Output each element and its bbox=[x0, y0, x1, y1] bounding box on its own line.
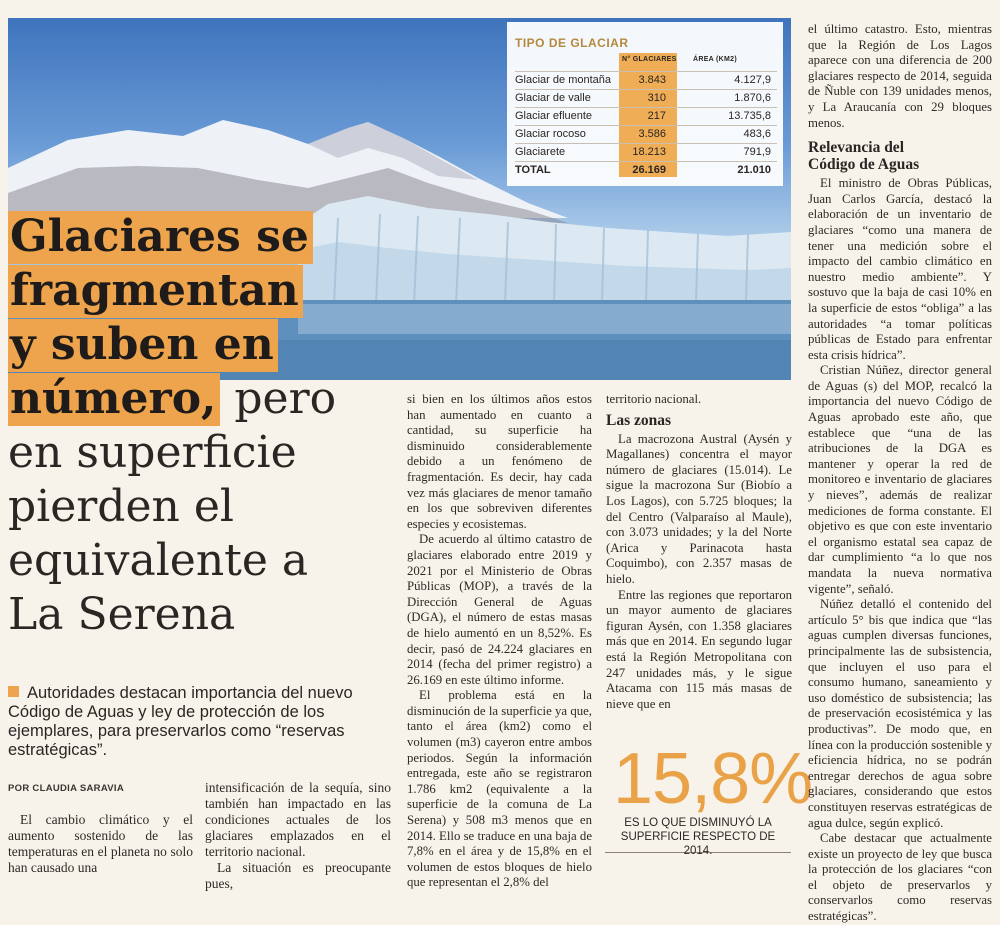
paragraph: La macrozona Austral (Aysén y Magallanes) concentra el mayor número de glaciares (15.014). Le sigue la macrozona Sur (Biobío a Los Lagos), con 5.725 bloques; la del Centro (Valparaíso al Maule), con 3.073 unidades; y la del Norte (Arica y Parinacota hasta Coquimbo), con 2.357 masas de hielo. bbox=[606, 431, 792, 586]
paragraph: si bien en los últimos años estos han aumentado en cuanto a cantidad, su superficie ha disminuido considerablemente debido a un fenómeno de fragmentación. Es decir, hay cada vez más glaciares de menor tamaño en los que sobreviven diferentes especies y ecosistemas. bbox=[407, 392, 592, 531]
article-column-4 bbox=[606, 392, 792, 712]
section-heading: Relevancia del bbox=[808, 139, 904, 157]
table-row bbox=[515, 89, 777, 108]
row-count: 310 bbox=[647, 92, 666, 104]
glacier-type-table bbox=[507, 22, 783, 186]
table-header-count: N° GLACIARES bbox=[622, 56, 677, 63]
section-heading: Las zonas bbox=[606, 411, 672, 429]
headline-line: pero bbox=[234, 373, 337, 424]
row-count: 3.586 bbox=[638, 128, 666, 140]
paragraph: intensificación de la sequía, sino también han impactado en las condiciones actuales de los glaciares emplazados en el territorio nacional. bbox=[205, 780, 391, 859]
paragraph: El ministro de Obras Públicas, Juan Carlos García, destacó la elaboración de un inventario de glaciares “como una manera de tener una medición sobre el impacto del cambio climático en nuestro medio ambiente”. Y sostuvo que la baja de casi 10% en la superficie de estos “obliga” a las autoridades “a tomar políticas públicas de Estado para enfrentar esta crisis hídrica”. bbox=[808, 176, 992, 362]
article-column-5 bbox=[808, 22, 992, 925]
row-name: Glaciar rocoso bbox=[515, 128, 586, 140]
callout-value: 15,8% bbox=[613, 739, 813, 819]
table-row bbox=[515, 125, 777, 144]
headline-line: equivalente a bbox=[8, 535, 309, 586]
row-count: 18.213 bbox=[632, 146, 666, 158]
row-name: Glaciarete bbox=[515, 146, 566, 158]
article-column-2 bbox=[205, 780, 391, 892]
bullet-square-icon bbox=[8, 686, 19, 697]
table-row bbox=[515, 71, 777, 90]
paragraph: Entre las regiones que reportaron un mayor aumento de glaciares figuran Aysén, con 1.358 glaciares más que en 2014. En segundo lugar está la Región Metropolitana con 247 unidades más, y le sigue Atacama con 115 más masas de nieve que en bbox=[606, 587, 792, 711]
statistic-callout bbox=[605, 739, 813, 857]
row-count: 3.843 bbox=[638, 74, 666, 86]
paragraph: Núñez detalló el contenido del artículo 5° bis que indica que “las aguas cumplen diversas funciones, principalmente las de subsistencia, que incluyen el uso para el consumo humano, saneamiento y uso doméstico de subsistencia; las de preservación ecosistémica y las productivas”. De modo que, en línea con la producción sostenible y eficiencia hídrica, no se podrán entregar derechos de agua sobre glaciares, considerando que estos constituyen reservas estratégicas de agua dulce, según explicó. bbox=[808, 597, 992, 830]
table-header-area: ÁREA (KM2) bbox=[693, 56, 737, 63]
byline: POR CLAUDIA SARAVIA bbox=[8, 783, 125, 794]
headline-line: en superficie bbox=[8, 427, 297, 478]
paragraph: El cambio climático y el aumento sostenido de las temperaturas en el planeta no solo han causado una bbox=[8, 812, 193, 875]
callout-caption: ES LO QUE DISMINUYÓ LA SUPERFICIE RESPECTO DE 2014. bbox=[620, 817, 776, 857]
paragraph: De acuerdo al último catastro de glaciares elaborado entre 2019 y 2021 por el Ministerio de Obras Públicas (MOP), a través de la Dirección General de Aguas (DGA), el número de estas masas de hielo aumentó en un 8,52%. Es decir, pasó de 24.224 glaciares en 2014 (fecha del primer registro) a 26.169 en este último informe. bbox=[407, 532, 592, 687]
row-area: 1.870,6 bbox=[734, 92, 771, 104]
row-name: Glaciar efluente bbox=[515, 110, 593, 122]
row-area: 483,6 bbox=[743, 128, 771, 140]
row-area: 791,9 bbox=[743, 146, 771, 158]
paragraph: La situación es preocupante pues, bbox=[205, 860, 391, 891]
article-column-3 bbox=[407, 392, 592, 891]
headline-line: Glaciares se bbox=[8, 211, 313, 264]
lede bbox=[8, 684, 370, 760]
paragraph: Cabe destacar que actualmente existe un proyecto de ley que busca la protección de los glaciares “con el objeto de preservarlos y conservarlos como reservas estratégicas”. bbox=[808, 831, 992, 924]
paragraph: el último catastro. Esto, mientras que la Región de Los Lagos aparece con una diferencia de 200 glaciares respecto de 2014, seguida de Ñuble con 139 unidades menos, y La Araucanía con 29 bloques menos. bbox=[808, 22, 992, 130]
article-column-1 bbox=[8, 812, 193, 876]
row-name: TOTAL bbox=[515, 164, 551, 176]
headline bbox=[8, 210, 338, 642]
table-row bbox=[515, 143, 777, 162]
row-area: 4.127,9 bbox=[734, 74, 771, 86]
headline-line: La Serena bbox=[8, 589, 236, 640]
row-count: 26.169 bbox=[632, 164, 666, 176]
headline-line: pierden el bbox=[8, 481, 234, 532]
row-area: 21.010 bbox=[737, 164, 771, 176]
headline-line: número, bbox=[8, 373, 220, 426]
headline-line: y suben en bbox=[8, 319, 278, 372]
row-name: Glaciar de montaña bbox=[515, 74, 611, 86]
headline-line: fragmentan bbox=[8, 265, 303, 318]
table-total-row bbox=[515, 161, 777, 180]
paragraph: El problema está en la disminución de la superficie ya que, tanto el área (km2) como el volumen (m3) cayeron entre ambos periodos. Según la información entregada, este año se registraron 1.786 km2 (equivalente a la superficie de la comuna de La Serena) y 508 m3 menos que en 2014. Ello se traduce en una baja de 7,8% en el área y de 15,8% en el volumen de estos bloques de hielo que representan el 2,8% del bbox=[407, 688, 592, 890]
row-name: Glaciar de valle bbox=[515, 92, 591, 104]
table-title: TIPO DE GLACIAR bbox=[515, 36, 629, 50]
lede-text: Autoridades destacan importancia del nuevo Código de Aguas y ley de protección de los ejemplares, para preservarlos como “reservas estratégicas”. bbox=[8, 684, 353, 759]
row-count: 217 bbox=[647, 110, 666, 122]
row-area: 13.735,8 bbox=[728, 110, 771, 122]
section-heading: Código de Aguas bbox=[808, 156, 920, 174]
paragraph: territorio nacional. bbox=[606, 392, 702, 406]
paragraph: Cristian Núñez, director general de Aguas (s) del MOP, recalcó la importancia del nuevo Código de Aguas aprobado este año, que establece que “una de las atribuciones de la DGA es mantener y operar la red de monitoreo e inventario de glaciares y nieves”, además de realizar mediciones de forma constante. El objetivo es que con este inventario el organismo estatal sea capaz de dar cumplimiento “a lo que nos mandata la nueva normativa vigente”, señaló. bbox=[808, 363, 992, 596]
table-row bbox=[515, 107, 777, 126]
